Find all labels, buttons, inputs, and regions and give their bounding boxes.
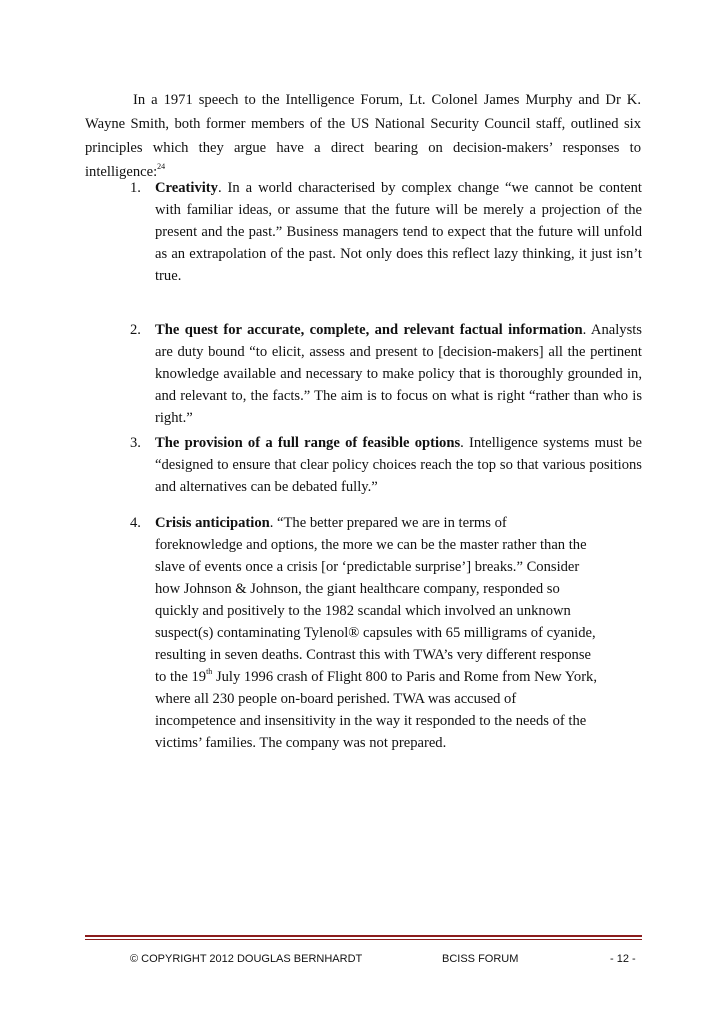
ordinal-suffix: th <box>206 667 213 676</box>
footnote-ref: 24 <box>157 162 166 171</box>
principle-item-3 <box>130 432 642 498</box>
item-text-after: July 1996 crash of Flight 800 to Paris and Rome from New York, where all 230 people on-board perished. TWA was accused of incompetence and insensitivity in the way it responded to the needs of the victims’ families. The company was not prepared. <box>155 669 598 751</box>
footer-divider-thin <box>85 939 642 940</box>
item-text: . Intelligence systems must be “designed to ensure that clear policy choices reach the top so that various positions and alternatives can be debated fully.” <box>155 435 642 495</box>
principle-item-4 <box>130 512 642 754</box>
page-number: - 12 - <box>610 953 636 965</box>
footer-forum-name: BCISS FORUM <box>442 953 519 965</box>
item-number: 1. <box>130 180 141 196</box>
intro-paragraph <box>85 88 641 184</box>
footer-copyright: © COPYRIGHT 2012 DOUGLAS BERNHARDT <box>130 953 363 965</box>
principle-item-2 <box>130 319 642 429</box>
item-title: The provision of a full range of feasible options <box>155 435 461 451</box>
item-title: Crisis anticipation <box>155 515 270 531</box>
principle-item-1 <box>130 177 642 287</box>
item-title: The quest for accurate, complete, and relevant factual information <box>155 322 583 338</box>
item-number: 3. <box>130 435 141 451</box>
footer-divider <box>85 935 642 937</box>
item-text: . Analysts are duty bound “to elicit, assess and present to [decision-makers] all the pertinent knowledge available and necessary to make policy that is thoroughly grounded in, and relevant to, the facts.” The aim is to focus on what is right “rather than who is right.” <box>155 322 642 426</box>
item-text-before: . “The better prepared we are in terms of foreknowledge and options, the more we can be the master rather than the slave of events once a crisis [or ‘predictable surprise’] breaks.” Consider how Johnson & Johnson, the giant healthcare company, responded so quickly and positively to the 1982 scandal which involved an unknown suspect(s) contaminating Tylenol® capsules with 65 milligrams of cyanide, resulting in seven deaths. Contrast this with TWA’s very different response to the 19 <box>155 515 596 685</box>
item-text: . In a world characterised by complex change “we cannot be content with familiar ideas, or assume that the future will be merely a projection of the present and the past.” Business managers tend to expect that the future will unfold as an extrapolation of the past. Not only does this reflect lazy thinking, it just isn’t true. <box>155 180 642 284</box>
intro-text: In a 1971 speech to the Intelligence Forum, Lt. Colonel James Murphy and Dr K. Wayne Smith, both former members of the US National Security Council staff, outlined six principles which they argue have a direct bearing on decision-makers’ responses to intelligence: <box>85 92 641 180</box>
item-number: 2. <box>130 322 141 338</box>
item-title: Creativity <box>155 180 218 196</box>
item-number: 4. <box>130 515 141 531</box>
